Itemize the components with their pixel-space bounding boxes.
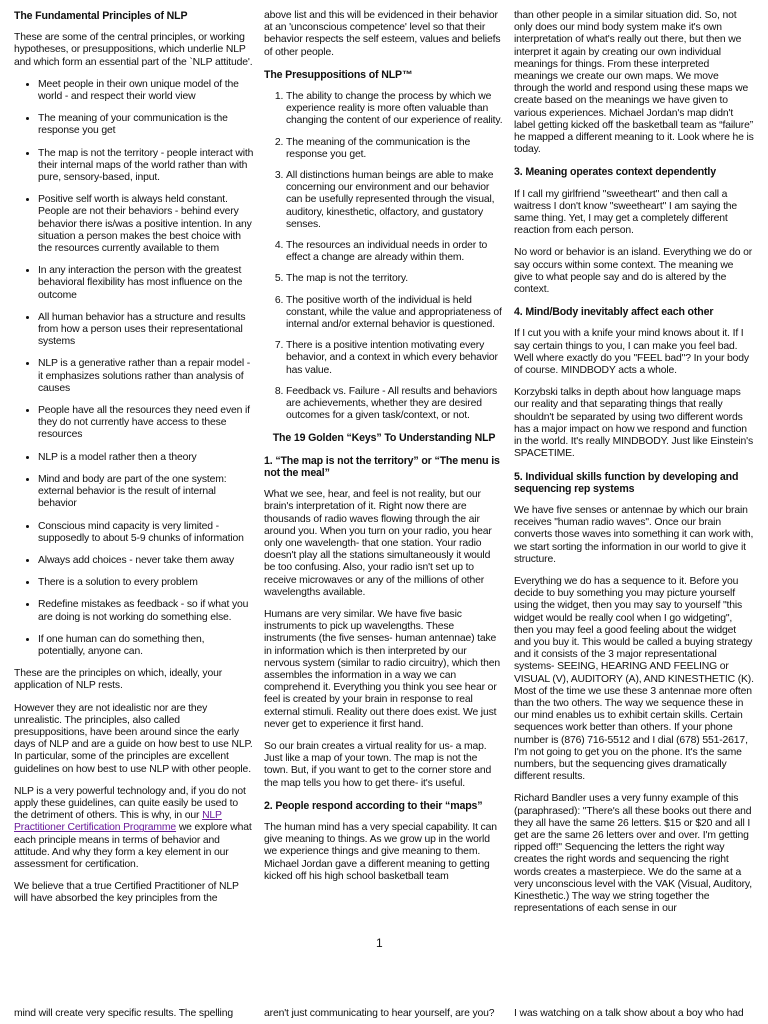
paragraph: Humans are very similar. We have five basic instruments to pick up wavelengths. These instruments (the five senses- human antennae) take in information which is then interpreted by our nervous system (similar to radio circuitry), which then assembles the information in a way we can comprehend it. Everything you think you see hear or feel is created by your brain in response to real external stimuli. Reality out there does exist. We just never get to experience it first hand.: [264, 608, 501, 730]
principles-list: [14, 79, 254, 658]
paragraph: What we see, hear, and feel is not reality, but our brain's interpretation of it. Right now there are thousands of radio waves flowing through the air around you. When you turn on your radio, you hear only one wavelength- that one station. Your radio doesn't play all the stations simultaneously it would be too confusing. Also, your radio isn't set up to receive microwaves or any of the millions of other wavelengths available.: [264, 489, 492, 598]
list-item: 8. Feedback vs. Failure - All results and behaviors are achievements, whether they are desired outcomes for a given task/context, or not.: [286, 386, 504, 423]
section-title-presuppositions: The Presuppositions of NLP™: [264, 68, 413, 81]
list-item: • NLP is a generative rather than a repair model - it emphasizes solutions rather than analysis of causes: [38, 358, 254, 395]
paragraph: above list and this will be evidenced in their behavior at an 'unconscious competence' level so that their behavior respects the self esteem, values and beliefs of other people.: [264, 10, 501, 58]
section-title-fundamental-principles: The Fundamental Principles of NLP: [14, 10, 188, 22]
paragraph-intro: These are some of the central principles, or working hypotheses, or presuppositions, which underlie NLP and which form an essential part of the `NLP attitude'.: [14, 32, 253, 68]
list-item: 5. The map is not the territory.: [286, 273, 504, 285]
key-heading-5: 5. Individual skills function by developing and sequencing rep systems: [514, 470, 739, 495]
list-item: • Positive self worth is always held constant. People are not their behaviors - behind every behavior there is/was a positive intention. In any situation a person makes the best choice with the resources currently available to them: [38, 194, 254, 255]
key-heading-4: 4. Mind/Body inevitably affect each other: [514, 306, 714, 319]
list-item: • The meaning of your communication is the response you get: [38, 113, 254, 137]
paragraph: Richard Bandler uses a very funny example of this (paraphrased): "There's all these books out there and they all have the same 26 letters. $15 or $20 and all I get are the same 26 letters over and over. I'm getting ripped off!" Sequencing the letters the right way creates the right words and sequencing the right words creates a masterpiece. We do the same at a very unconscious level with the VAK (Visual, Auditory, Kinesthetic.) The way we string together the representations of each sense in our: [514, 793, 752, 915]
column-2: [264, 10, 504, 893]
paragraph: If I cut you with a knife your mind knows about it. If I say certain things to you, I can make you feel bad. Well where exactly do you "FEEL bad"? In your body of course. MINDBODY acts a whole.: [514, 328, 749, 377]
list-item: • In any interaction the person with the greatest behavioral flexibility has most influence on the outcome: [38, 265, 254, 302]
list-item: 1. The ability to change the process by which we experience reality is more often valuable than changing the content of our experience of reality.: [286, 91, 504, 128]
paragraph: These are the principles on which, ideally, your application of NLP rests.: [14, 668, 223, 692]
page-break: [0, 960, 768, 1004]
list-item: • Redefine mistakes as feedback - so if what you are doing is not working do something else.: [38, 599, 254, 623]
paragraph: Everything we do has a sequence to it. Before you decide to buy something you may picture yourself using the widget, then you may say to yourself "this widget would be really cool when I go widgeting", then you may feel a good feeling about the widget and you buy it. This would be called a buying strategy and it consists of the 3 major representational systems- SEEING, HEARING AND FEELING or VISUAL (V), AUDITORY (A), AND KINESTHETIC (K). Most of the time we use these 3 antennae more often than the two others. The way we sequence these in our mind enables us to exhibit certain skills. Certain sequences work better than others. If your phone number is (876) 716-5512 and I dial (678) 551-2617, I'm not going to get you on the phone. It's the same numbers, but the sequencing gives dramatically different results.: [514, 575, 754, 783]
next-page-column-1-line: mind will create very specific results. The spelling: [14, 1008, 233, 1019]
paragraph-with-link: [14, 786, 254, 871]
paragraph-text: we explore what each principle means in terms of behavior and attitude. And why they form a key element in our assessment for certification.: [14, 822, 252, 870]
paragraph: Korzybski talks in depth about how language maps our reality and that separating things that really shouldn't be separated by using two different words has a major impact on how we respond and function in the world. It's really MINDBODY. Just like Einstein's SPACETIME.: [514, 387, 754, 460]
key-heading-3: 3. Meaning operates context dependently: [514, 166, 716, 179]
list-item: • Meet people in their own unique model of the world - and respect their world view: [38, 79, 254, 103]
list-item: 3. All distinctions human beings are able to make concerning our environment and our behavior can be usefully represented through the visual, auditory, kinesthetic, olfactory, and gustatory senses.: [286, 170, 504, 231]
practitioner-programme-link[interactable]: NLP Practitioner Certification Programme: [14, 810, 222, 834]
page-number: 1: [376, 936, 383, 950]
key-heading-2: 2. People respond according to their “maps”: [264, 799, 483, 812]
paragraph-text: NLP is a very powerful technology and, if you do not apply these guidelines, can quite easily be used to the detriment of others. This is why, in our: [14, 785, 246, 822]
list-item: • There is a solution to every problem: [38, 577, 254, 589]
key-heading-1: 1. “The map is not the territory” or “The menu is not the meal”: [264, 454, 500, 479]
paragraph: However they are not idealistic nor are they unrealistic. The principles, also called presuppositions, have been around since the early days of NLP and are a guide on how best to use NLP. In particular, some of the principles are excellent guidelines on how best to use NLP with other people.: [14, 702, 253, 775]
next-page-column-2-line: aren't just communicating to hear yourself, are you?: [264, 1008, 495, 1019]
paragraph: No word or behavior is an island. Everything we do or say occurs within some context. The meaning we give to what people say and do is altered by the context.: [514, 247, 753, 296]
list-item: • People have all the resources they need even if they do not currently have access to these resources: [38, 405, 254, 442]
list-item: • The map is not the territory - people interact with their internal maps of the world rather than with pure, sensory-based, input.: [38, 148, 254, 185]
list-item: 7. There is a positive intention motivating every behavior, and a context in which every behavior has value.: [286, 340, 504, 377]
next-page-column-3-line: I was watching on a talk show about a boy who had: [514, 1008, 744, 1019]
list-item: 2. The meaning of the communication is the response you get.: [286, 137, 504, 161]
paragraph: We believe that a true Certified Practitioner of NLP will have absorbed the key principles from the: [14, 881, 239, 905]
list-item: 4. The resources an individual needs in order to effect a change are already within them.: [286, 240, 504, 264]
paragraph: We have five senses or antennae by which our brain receives "human radio waves". Once our brain converts those waves into something it can work with, we start sorting the information in our world to give it structure.: [514, 504, 754, 565]
paragraph: So our brain creates a virtual reality for us- a map. Just like a map of your town. The map is not the town. But, if you want to get to the corner store and the map tells you how to get there- it's useful.: [264, 740, 492, 789]
paragraph: than other people in a similar situation did. So, not only does our mind body system make it's own interpretation of what's really out there, but then we interpret it again by creating our own individual meanings for things. From these interpreted meanings we create our own maps. We move through the world and respond using these maps we create based on the meanings we have given to various experiences. Michael Jordan's map didn't label getting kicked off the basketball team as “failure” he mapped a different meaning to it. Look where he is today.: [514, 10, 754, 156]
column-3: [514, 10, 754, 925]
list-item: • All human behavior has a structure and results from how a person uses their representational systems: [38, 312, 254, 349]
paragraph: The human mind has a very special capability. It can give meaning to things. As we grow up in the world we experience things and give meaning to them. Michael Jordan gave a different meaning to getting kicked off his high school basketball team: [264, 821, 497, 882]
list-item: 6. The positive worth of the individual is held constant, while the value and appropriateness of internal and/or external behavior is questioned.: [286, 295, 504, 332]
paragraph: If I call my girlfriend "sweetheart" and then call a waitress I don't know "sweetheart" I am saying the same thing. Yet, I may get a completely different reaction from each person.: [514, 188, 738, 237]
section-title-golden-keys: The 19 Golden “Keys” To Understanding NLP: [272, 432, 496, 445]
list-item: • Always add choices - never take them away: [38, 555, 254, 567]
list-item: • Conscious mind capacity is very limited - supposedly to about 5-9 chunks of information: [38, 521, 254, 545]
list-item: • NLP is a model rather then a theory: [38, 452, 254, 464]
list-item: • Mind and body are part of the one system: external behavior is the result of internal behavior: [38, 474, 254, 511]
presuppositions-list: [264, 91, 504, 422]
column-1: [14, 10, 254, 916]
list-item: • If one human can do something then, potentially, anyone can.: [38, 634, 254, 658]
